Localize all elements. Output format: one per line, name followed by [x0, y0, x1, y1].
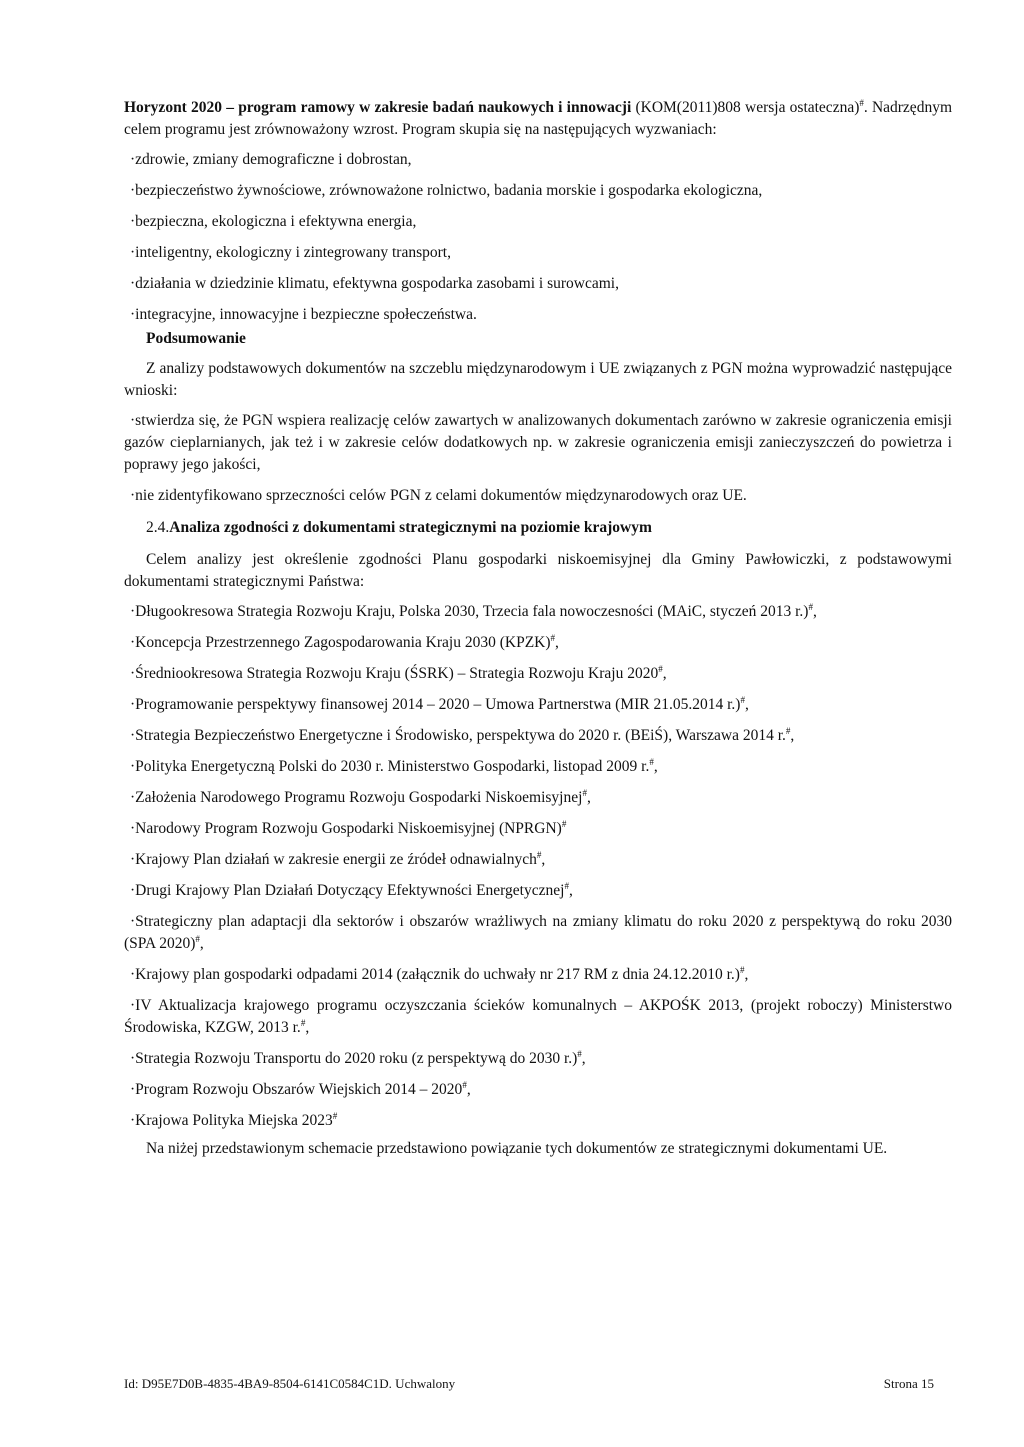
list-item: ·Założenia Narodowego Programu Rozwoju Gospodarki Niskoemisyjnej#, — [130, 787, 591, 806]
page-footer — [124, 1376, 934, 1392]
horizon-paragraph — [124, 97, 952, 141]
list-item: ·działania w dziedzinie klimatu, efektywna gospodarka zasobami i surowcami, — [130, 275, 619, 292]
list-item: ·bezpieczeństwo żywnościowe, zrównoważone rolnictwo, badania morskie i gospodarka ekologiczna, — [130, 182, 763, 199]
list-item: ·Strategia Rozwoju Transportu do 2020 roku (z perspektywą do 2030 r.)#, — [130, 1048, 586, 1067]
summary-list — [124, 410, 952, 507]
list-item: ·Program Rozwoju Obszarów Wiejskich 2014 – 2020#, — [130, 1079, 471, 1098]
document-page — [124, 97, 952, 1160]
list-item: ·stwierdza się, że PGN wspiera realizację celów zawartych w analizowanych dokumentach zarówno w zakresie ograniczenia emisji gazów cieplarnianych, jak też i w zakresie celów dodatkowych np. w zakresie ograniczenia emisji zanieczyszczeń do powietrza i poprawy jego jakości, — [124, 412, 952, 473]
list-item: ·Krajowy Plan działań w zakresie energii ze źródeł odnawialnych#, — [130, 849, 546, 868]
list-item: ·zdrowie, zmiany demograficzne i dobrostan, — [130, 151, 412, 168]
list-item: ·Polityka Energetyczną Polski do 2030 r. Ministerstwo Gospodarki, listopad 2009 r.#, — [130, 756, 658, 775]
section-heading — [146, 517, 952, 539]
horizon-rest: (KOM(2011)808 wersja ostateczna) — [631, 99, 860, 116]
list-item: ·Długookresowa Strategia Rozwoju Kraju, Polska 2030, Trzecia fala nowoczesności (MAiC, styczeń 2013 r.)#, — [130, 601, 817, 620]
list-item: ·bezpieczna, ekologiczna i efektywna energia, — [130, 213, 417, 230]
list-item: ·Programowanie perspektywy finansowej 2014 – 2020 – Umowa Partnerstwa (MIR 21.05.2014 r.)#, — [130, 694, 749, 713]
section-title: Analiza zgodności z dokumentami strategicznymi na poziomie krajowym — [169, 519, 652, 536]
list-item: ·Koncepcja Przestrzennego Zagospodarowania Kraju 2030 (KPZK)#, — [130, 632, 559, 651]
strategic-documents-list — [124, 601, 952, 1132]
list-item: ·Strategia Bezpieczeństwo Energetyczne i Środowisko, perspektywa do 2020 r. (BEiŚ), Warszawa 2014 r.#, — [130, 725, 795, 744]
list-item: ·integracyjne, innowacyjne i bezpieczne społeczeństwa. — [130, 306, 477, 323]
list-item: ·Krajowa Polityka Miejska 2023# — [130, 1110, 338, 1129]
summary-intro: Z analizy podstawowych dokumentów na szczeblu międzynarodowym i UE związanych z PGN można wyprowadzić następujące wnioski: — [124, 360, 952, 399]
list-item: ·inteligentny, ekologiczny i zintegrowany transport, — [130, 244, 451, 261]
list-item: ·nie zidentyfikowano sprzeczności celów PGN z celami dokumentów międzynarodowych oraz UE. — [130, 487, 747, 504]
challenges-list — [124, 149, 952, 326]
list-item: ·IV Aktualizacja krajowego programu oczyszczania ścieków komunalnych – AKPOŚK 2013, (projekt roboczy) Ministerstwo Środowiska, KZGW, 2013 r.#, — [124, 997, 952, 1036]
horizon-title: Horyzont 2020 – program ramowy w zakresie badań naukowych i innowacji — [124, 99, 632, 116]
section-intro: Celem analizy jest określenie zgodności Planu gospodarki niskoemisyjnej dla Gminy Pawłowiczki, z podstawowymi dokumentami strategicznymi Państwa: — [124, 551, 952, 590]
section-number: 2.4. — [146, 519, 170, 536]
page-number: Strona 15 — [883, 1376, 934, 1391]
summary-heading: Podsumowanie — [146, 330, 246, 347]
list-item: ·Krajowy plan gospodarki odpadami 2014 (załącznik do uchwały nr 217 RM z dnia 24.12.2010 r.)#, — [130, 964, 749, 983]
closing-paragraph: Na niżej przedstawionym schemacie przedstawiono powiązanie tych dokumentów ze strategicznymi dokumentami UE. — [146, 1140, 888, 1157]
footnote-mark: # — [859, 97, 864, 108]
list-item: ·Średniookresowa Strategia Rozwoju Kraju (ŚSRK) – Strategia Rozwoju Kraju 2020#, — [130, 663, 667, 682]
horizon-after: . Nadrzędnym celem programu jest zrównoważony wzrost. Program skupia się na następujących wyzwaniach: — [124, 99, 952, 138]
list-item: ·Strategiczny plan adaptacji dla sektorów i obszarów wrażliwych na zmiany klimatu do roku 2020 z perspektywą do roku 2030 (SPA 2020)#, — [124, 913, 952, 952]
document-id: Id: D95E7D0B-4835-4BA9-8504-6141C0584C1D. Uchwalony — [124, 1376, 456, 1391]
list-item: ·Narodowy Program Rozwoju Gospodarki Niskoemisyjnej (NPRGN)# — [130, 818, 567, 837]
list-item: ·Drugi Krajowy Plan Działań Dotyczący Efektywności Energetycznej#, — [130, 880, 573, 899]
